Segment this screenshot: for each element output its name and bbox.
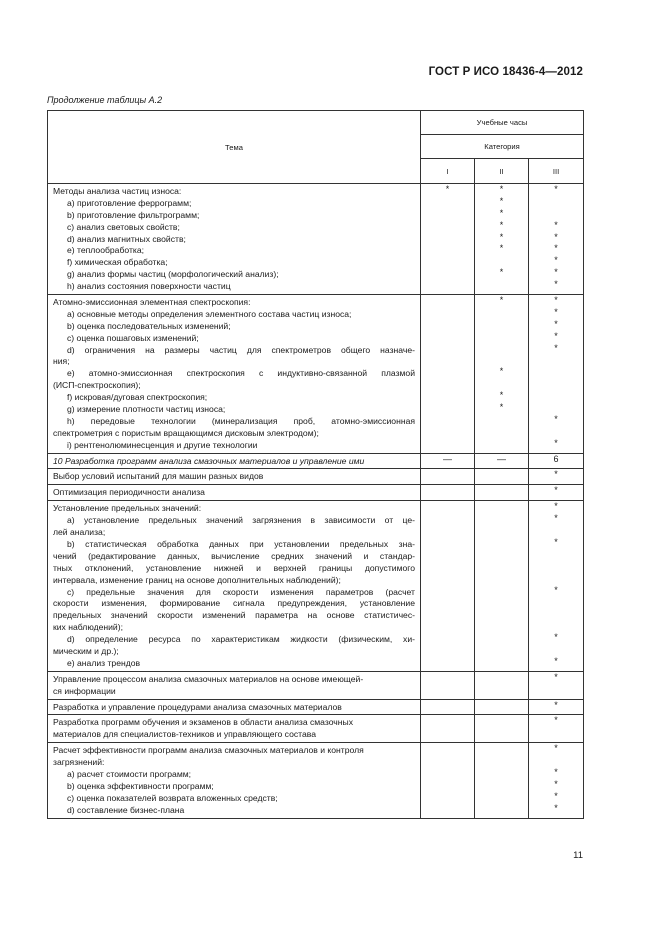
hours-mark: * (499, 219, 504, 230)
hours-mark (480, 549, 523, 561)
hours-mark: * (554, 536, 558, 547)
hours-mark (480, 537, 523, 549)
topic-line: скорости изменения, формирование сигнала предупреждения, установление (53, 598, 415, 609)
hours-mark (426, 596, 469, 608)
hours-mark (426, 426, 469, 438)
hours-mark (426, 513, 469, 525)
hours-mark (426, 644, 469, 656)
hours-mark: * (554, 766, 558, 777)
hours-mark (426, 573, 469, 585)
topic-line: g) анализ формы частиц (морфологический анализ); (67, 269, 279, 280)
topic-line: чений (редактирование данных, вычисление средних значений и стандар- (53, 550, 415, 561)
category-iii-cell (529, 295, 584, 454)
hours-mark (534, 378, 578, 390)
hours-mark: * (499, 243, 504, 254)
hours-mark (534, 644, 578, 656)
table-row (48, 469, 584, 485)
category-i-cell (421, 453, 475, 469)
hours-mark (426, 672, 469, 684)
topic-line: спектрометрия с пористым вращающимся дисковым электродом); (53, 427, 319, 438)
hours-mark: * (499, 184, 504, 194)
category-ii-cell (475, 184, 529, 295)
hours-mark: * (554, 715, 558, 726)
header-topic: Тема (48, 111, 421, 184)
topic-line: предельных значений скорости изменений параметра на основе статистичес- (53, 610, 415, 621)
hours-mark (426, 279, 469, 291)
category-ii-cell (475, 453, 529, 469)
header-category-iii: III (529, 159, 584, 184)
hours-mark (480, 620, 523, 632)
topic-cell (48, 485, 421, 501)
topic-cell (48, 453, 421, 469)
topic-line: лей анализа; (53, 527, 106, 538)
hours-mark (426, 208, 469, 220)
topic-line: a) расчет стоимости программ; (67, 768, 192, 779)
hours-mark: * (499, 267, 504, 278)
hours-mark (534, 196, 578, 208)
topic-line: мическим и др.); (53, 645, 119, 656)
topic-line: Разработка программ обучения и экзаменов в области анализа смазочных (53, 717, 353, 728)
hours-mark (426, 537, 469, 549)
hours-mark (426, 501, 469, 513)
table-row (48, 453, 584, 469)
hours-mark: * (554, 671, 558, 682)
hours-mark (480, 319, 523, 331)
hours-mark (426, 715, 469, 727)
category-i-cell (421, 485, 475, 501)
category-i-cell (421, 469, 475, 485)
hours-mark (534, 620, 578, 632)
hours-mark (426, 232, 469, 244)
hours-mark (480, 469, 523, 481)
category-ii-cell (475, 295, 529, 454)
hours-mark (426, 632, 469, 644)
topic-line: h) анализ состояния поверхности частиц (67, 281, 231, 292)
topic-line: e) теплообработка; (67, 245, 145, 256)
topic-line: Установление предельных значений: (53, 503, 202, 514)
category-i-cell (421, 184, 475, 295)
topic-line: d) анализ магнитных свойств; (67, 233, 186, 244)
topic-line: интервала, изменение границ на основе дополнительных наблюдений); (53, 574, 341, 585)
topic-line: e) атомно-эмиссионная спектроскопия с индуктивно-связанной плазмой (67, 368, 415, 379)
hours-mark: * (554, 790, 558, 801)
table-row (48, 295, 584, 454)
hours-mark (480, 501, 523, 513)
hours-mark: * (499, 295, 504, 306)
topic-line: c) оценка показателей возврата вложенных средств; (67, 792, 278, 803)
hours-mark (426, 585, 469, 597)
hours-mark (480, 632, 523, 644)
category-i-cell (421, 671, 475, 699)
topic-cell (48, 671, 421, 699)
hours-mark (480, 307, 523, 319)
hours-mark: * (554, 699, 558, 710)
hours-mark: * (499, 402, 504, 413)
hours-mark (426, 656, 469, 668)
topic-line: d) определение ресурса по характеристикам жидкости (физическим, хи- (67, 634, 415, 645)
category-ii-cell (475, 715, 529, 743)
topic-line: f) химическая обработка; (67, 257, 168, 268)
hours-mark (534, 402, 578, 414)
topic-line: Атомно-эмиссионная элементная спектроскопия: (53, 297, 251, 308)
category-iii-cell (529, 453, 584, 469)
hours-mark (480, 608, 523, 620)
topic-line: b) статистическая обработка данных при установлении предельных зна- (67, 538, 415, 549)
hours-mark (480, 426, 523, 438)
hours-mark (480, 414, 523, 426)
hours-mark (480, 755, 523, 767)
hours-mark: * (499, 231, 504, 242)
category-ii-cell (475, 469, 529, 485)
topic-line: загрязнений: (53, 757, 105, 768)
hours-mark (534, 390, 578, 402)
hours-mark: * (499, 207, 504, 218)
hours-mark (480, 513, 523, 525)
hours-mark (480, 561, 523, 573)
training-hours-table (47, 110, 584, 819)
hours-mark (480, 672, 523, 684)
hours-mark (480, 331, 523, 343)
category-i-cell (421, 501, 475, 671)
hours-mark (534, 573, 578, 585)
hours-mark: * (554, 342, 558, 353)
hours-mark (534, 561, 578, 573)
hours-mark (426, 343, 469, 355)
category-iii-cell (529, 469, 584, 485)
topic-line: i) рентгенолюминесценция и другие технологии (67, 439, 258, 450)
table-row (48, 671, 584, 699)
table-row (48, 184, 584, 295)
category-iii-cell (529, 743, 584, 818)
topic-line: b) приготовление фильтрограмм; (67, 209, 200, 220)
hours-mark (426, 331, 469, 343)
topic-cell (48, 295, 421, 454)
hours-mark (426, 243, 469, 255)
topic-cell (48, 699, 421, 715)
topic-line: Управление процессом анализа смазочных материалов на основе имеющей- (53, 673, 364, 684)
hours-mark: * (554, 267, 558, 278)
page-number: 11 (573, 850, 583, 861)
hours-mark (426, 485, 469, 497)
hours-mark (534, 525, 578, 537)
hours-mark (480, 255, 523, 267)
hours-mark (426, 620, 469, 632)
hours-mark (426, 791, 469, 803)
hours-mark (426, 561, 469, 573)
hours-mark (426, 438, 469, 450)
topic-line: a) основные методы определения элементного состава частиц износа; (67, 308, 352, 319)
topic-cell (48, 743, 421, 818)
topic-line: h) передовые технологии (минерализация проб, атомно-эмиссионная (67, 415, 415, 426)
topic-line: f) искровая/дуговая спектроскопия; (67, 392, 208, 403)
hours-mark (480, 279, 523, 291)
topic-line: Разработка и управление процедурами анализа смазочных материалов (53, 701, 342, 712)
topic-line: b) оценка эффективности программ; (67, 780, 214, 791)
hours-mark (426, 414, 469, 426)
topic-line: Методы анализа частиц износа: (53, 186, 182, 196)
hours-mark (480, 485, 523, 497)
hours-mark (426, 803, 469, 815)
hours-mark (480, 525, 523, 537)
hours-mark (534, 208, 578, 220)
topic-line: c) предельные значения для скорости изменения параметров (расчет (67, 586, 415, 597)
hours-mark: * (554, 330, 558, 341)
category-i-cell (421, 743, 475, 818)
topic-line: Выбор условий испытаний для машин разных видов (53, 471, 264, 482)
hours-mark (480, 700, 523, 712)
hours-mark: * (554, 743, 558, 754)
hours-mark (480, 727, 523, 739)
hours-mark (426, 295, 469, 307)
hours-mark (426, 255, 469, 267)
hours-mark (426, 267, 469, 279)
topic-line: c) оценка пошаговых изменений; (67, 332, 199, 343)
hours-mark (426, 307, 469, 319)
category-ii-cell (475, 699, 529, 715)
hours-mark (480, 438, 523, 450)
hours-mark: — (443, 453, 452, 464)
hours-mark: * (554, 485, 558, 496)
category-iii-cell (529, 184, 584, 295)
category-ii-cell (475, 501, 529, 671)
category-iii-cell (529, 699, 584, 715)
topic-line: d) составление бизнес-плана (67, 804, 185, 815)
category-ii-cell (475, 485, 529, 501)
hours-mark: * (554, 655, 558, 666)
hours-mark (534, 755, 578, 767)
hours-mark (480, 803, 523, 815)
hours-mark: * (554, 243, 558, 254)
table-row (48, 699, 584, 715)
header-training-hours: Учебные часы (421, 111, 584, 135)
hours-mark (534, 727, 578, 739)
hours-mark (480, 378, 523, 390)
topic-line: 10 Разработка программ анализа смазочных материалов и управление ими (53, 455, 365, 466)
hours-mark: * (554, 279, 558, 290)
hours-mark: * (554, 184, 558, 194)
hours-mark (480, 715, 523, 727)
table-row (48, 501, 584, 671)
hours-mark (480, 767, 523, 779)
category-ii-cell (475, 743, 529, 818)
topic-line: d) ограничения на размеры частиц для спектрометров общего назначе- (67, 344, 415, 355)
hours-mark (426, 700, 469, 712)
hours-mark (426, 779, 469, 791)
hours-mark (480, 596, 523, 608)
hours-mark (426, 469, 469, 481)
hours-mark (480, 791, 523, 803)
hours-mark: * (554, 632, 558, 643)
hours-mark (426, 767, 469, 779)
topic-line: тных отклонений, установление нижней и верхней границы допустимого (53, 562, 415, 573)
hours-mark (426, 402, 469, 414)
hours-mark (480, 656, 523, 668)
hours-mark: * (554, 469, 558, 480)
header-category: Категория (421, 135, 584, 159)
hours-mark (534, 549, 578, 561)
topic-line: ся информации (53, 685, 116, 696)
hours-mark: * (554, 295, 558, 306)
topic-line: e) анализ трендов (67, 657, 141, 668)
category-i-cell (421, 715, 475, 743)
hours-mark (534, 596, 578, 608)
topic-line: a) приготовление феррограмм; (67, 197, 192, 208)
hours-mark (426, 196, 469, 208)
table-row (48, 485, 584, 501)
hours-mark: * (554, 802, 558, 813)
topic-cell (48, 501, 421, 671)
hours-mark (480, 743, 523, 755)
topic-line: Оптимизация периодичности анализа (53, 487, 205, 498)
hours-mark (426, 378, 469, 390)
hours-mark (534, 684, 578, 696)
category-iii-cell (529, 501, 584, 671)
category-i-cell (421, 295, 475, 454)
category-iii-cell (529, 715, 584, 743)
topic-line: материалов для специалистов-техников и управляющего состава (53, 729, 317, 740)
hours-mark (534, 608, 578, 620)
hours-mark (480, 779, 523, 791)
hours-mark (426, 319, 469, 331)
hours-mark (426, 354, 469, 366)
hours-mark: * (554, 778, 558, 789)
hours-mark (426, 390, 469, 402)
category-i-cell (421, 699, 475, 715)
hours-mark: * (554, 231, 558, 242)
hours-mark: * (554, 306, 558, 317)
hours-mark: * (554, 501, 558, 512)
hours-mark (480, 684, 523, 696)
hours-mark (480, 573, 523, 585)
hours-mark (480, 585, 523, 597)
category-iii-cell (529, 671, 584, 699)
hours-mark (426, 608, 469, 620)
topic-line: (ИСП-спектроскопия); (53, 380, 141, 391)
topic-line: c) анализ световых свойств; (67, 221, 180, 232)
hours-mark: — (497, 453, 506, 464)
hours-mark (426, 220, 469, 232)
topic-cell (48, 469, 421, 485)
hours-mark (534, 354, 578, 366)
topic-line: a) установление предельных значений загрязнения в зависимости от це- (67, 515, 415, 526)
topic-cell (48, 715, 421, 743)
hours-mark: * (554, 437, 558, 448)
topic-cell (48, 184, 421, 295)
hours-mark (426, 549, 469, 561)
hours-mark (534, 366, 578, 378)
hours-mark (426, 755, 469, 767)
hours-mark (426, 366, 469, 378)
hours-mark (426, 525, 469, 537)
hours-mark (480, 644, 523, 656)
hours-mark: * (499, 390, 504, 401)
topic-line: ния; (53, 356, 70, 367)
hours-mark: * (554, 513, 558, 524)
hours-mark: * (554, 255, 558, 266)
topic-line: ких наблюдений); (53, 622, 123, 633)
category-ii-cell (475, 671, 529, 699)
hours-mark: * (554, 219, 558, 230)
hours-mark: 6 (553, 453, 559, 464)
header-category-ii: II (475, 159, 529, 184)
table-row (48, 715, 584, 743)
hours-mark: * (554, 584, 558, 595)
category-iii-cell (529, 485, 584, 501)
hours-mark: * (499, 366, 504, 377)
table-row (48, 743, 584, 818)
hours-mark: * (554, 318, 558, 329)
topic-line: Расчет эффективности программ анализа смазочных материалов и контроля (53, 745, 364, 756)
hours-mark (426, 727, 469, 739)
document-id: ГОСТ Р ИСО 18436-4—2012 (428, 66, 583, 78)
hours-mark: * (554, 413, 558, 424)
topic-line: b) оценка последовательных изменений; (67, 320, 231, 331)
hours-mark (480, 354, 523, 366)
table-caption: Продолжение таблицы А.2 (47, 95, 163, 105)
hours-mark (534, 426, 578, 438)
table-body (48, 184, 584, 819)
hours-mark (426, 684, 469, 696)
hours-mark: * (499, 195, 504, 206)
topic-line: g) измерение плотности частиц износа; (67, 404, 226, 415)
hours-mark (426, 743, 469, 755)
header-category-i: I (421, 159, 475, 184)
hours-mark (480, 343, 523, 355)
hours-mark: * (445, 184, 450, 194)
